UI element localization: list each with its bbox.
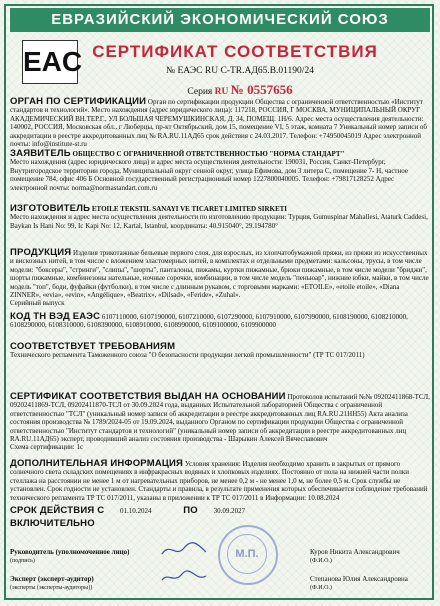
product-tail: Серийный выпуск bbox=[10, 299, 65, 308]
head-name-sub: (Ф.И.О.) bbox=[310, 558, 332, 564]
basis-text: Протоколов испытаний №№ 09202411868-ТСЛ, 09202411869-ТСЛ, 09202411870-ТСЛ от 30.09.2024 года, выданных Испытательной лабораторией Общества с ограниченной ответственностью "ТСЛ" (уникальный номер записи об аккредитации в реестре аккредитованных лиц RA.RU.21НН55) Акта анализа состояния производства № 1789/2024-05 от 19.09.2024, выданного Органом по сертификации продукции Общества с ограниченной ответственностью "Институт стандартов и технологий" (уникальный номер записи об аккредитации в реестре аккредитованных лиц RA.RU.11АД65) эксперт, проводивший анализ состояния производства - Шарыкин Алексей Вячеславович bbox=[10, 393, 430, 444]
requirements-text: Технического регламента Таможенного союза "О безопасности продукции легкой промышленности" (ТР ТС 017/2011) bbox=[10, 351, 365, 360]
product-heading: ПРОДУКЦИЯ bbox=[10, 247, 72, 258]
applicant-name: ОБЩЕСТВО С ОГРАНИЧЕННОЙ ОТВЕТСТВЕННОСТЬЮ "НОРМА СТАНДАРТ" bbox=[72, 150, 345, 158]
registration-number: № ЕАЭС RU C-TR.АД65.В.01190/24 bbox=[166, 66, 314, 76]
union-banner: ЕВРАЗИЙСКИЙ ЭКОНОМИЧЕСКИЙ СОЮЗ bbox=[10, 8, 430, 32]
official-seal bbox=[218, 525, 278, 585]
expert-signature-icon bbox=[160, 568, 210, 588]
manufacturer-section bbox=[10, 205, 432, 230]
seal-text: М.П. bbox=[227, 534, 267, 574]
head-sub: (подпись) bbox=[10, 558, 35, 564]
validity-inclusive: ВКЛЮЧИТЕЛЬНО bbox=[10, 518, 95, 529]
validity-to-label: ПО bbox=[183, 505, 198, 516]
manufacturer-heading: ИЗГОТОВИТЕЛЬ bbox=[10, 203, 91, 214]
requirements-section bbox=[10, 343, 432, 360]
extra-text: Условия хранения: Изделия необходимо хранить в закрытых от прямого солнечного света складских помещениях в инфракрасных водяных и хлопковых изделиях. Постоянно от пола на нижней части полки стеллажа на расстоянии не менее 1 м от нагревательных приборов, не менее 0,2 м - не менее 1,0 м, не более 0,5 м. Срок службы не установлен. Срок годности не установлен. Стандарты и правила, в результате применения которых обеспечивается соблюдение требований технического регламента ТР ТС 017/2011, указаны в приложении к ТР ТС 017/2011 в Информации: 10.08.2024 bbox=[10, 460, 428, 502]
extra-section bbox=[10, 460, 432, 502]
organ-section bbox=[10, 98, 432, 148]
head-label: Руководитель (уполномоченное лицо) bbox=[10, 548, 130, 556]
validity-to-date: 30.09.2027 bbox=[213, 507, 246, 515]
basis-section bbox=[10, 393, 432, 452]
series-line bbox=[130, 82, 350, 98]
applicant-text: Место нахождения (адрес юридического лица) и адрес места осуществления деятельности: 190031, Россия, Санкт-Петербург, Внутригородское территории города, Муниципальный округ сенной округ, улица Ефимова, дом 3 литера С, помещение 7- Н, частное помещение 784, офис 406 Б Основной государственный регистрационный номер 1227800040005. Телефон: +79817128252 Адрес электронной почты: norma@normastandart.com.ru bbox=[10, 158, 408, 192]
extra-heading: ДОПОЛНИТЕЛЬНАЯ ИНФОРМАЦИЯ bbox=[10, 458, 184, 469]
organ-text: Орган по сертификации продукции Общества с ограниченной ответственностью «Институт стандартов и технологий». Место нахождения (адрес юридического лица): 117218, РОССИЯ, Г МОСКВА, МУНИЦИПАЛЬНЫЙ ОКРУГ АКАДЕМИЧЕСКИЙ ВН.ТЕР.Г., УЛ БОЛЬШАЯ ЧЕРЕМУШКИНСКАЯ, Д. 34, ПОМЕЩ. 1Н/6. Адрес места осуществления деятельности: 140002, РОССИЯ, Московская обл., г Люберцы, пр-кт Октябрьский, дом 15, помещение VI, 5 этаж, комната 7 Уникальный номер записи об аккредитации в реестре аккредитованных лиц № RA.RU.11АД65 срок действия с 24.03.2017. Телефон: +74950045019 Адрес электронной почты: info@institute-st.ru bbox=[10, 98, 427, 149]
requirements-heading: СООТВЕТСТВУЕТ ТРЕБОВАНИЯМ bbox=[10, 341, 176, 352]
tnved-codes: 6107110000, 6107190000, 6107210000, 6107290000, 6107910000, 6107990000, 6108190000, 6108210000, 6108290000, 6108310000, 6108390000, 6108910000, 6108990000, 6109100000, 6109900000 bbox=[10, 313, 408, 330]
series-label: Серия bbox=[187, 87, 213, 97]
validity-from-date: 01.10.2024 bbox=[120, 507, 152, 515]
expert-label: Эксперт (эксперт-аудитор) bbox=[10, 575, 94, 583]
organ-heading: ОРГАН ПО СЕРТИФИКАЦИИ bbox=[10, 96, 147, 107]
eac-logo: EAC bbox=[22, 40, 78, 84]
basis-heading: СЕРТИФИКАТ СООТВЕТСТВИЯ ВЫДАН НА ОСНОВАНИИ bbox=[10, 391, 286, 402]
series-value: RU bbox=[214, 87, 229, 97]
manufacturer-text: Место нахождения и адрес места осуществления деятельности по изготовлению продукции: Турция, Gumuspinar Mahallesi, Ataturk Caddesi, Baykan Is Hani No: 99, Ic Kapi No: 12, Kartal, Istanbul, координаты: 40.915040°, 29.194780° bbox=[10, 213, 428, 230]
product-text: Изделия трикотажные бельевые первого слоя, для взрослых, из хлопчатобумажной пряжи, из пряжи из искусственных и вискозных нитей, в том числе с вложением эластомерных нитей, в комплектах и отдельными предметами: кальсоны, трусы, в том числе модели: "боксеры", "стринги", "слипы", "шорты", панталоны, пижамы, куртки пижамные, брюки пижамные, в том числе модели "бриджи", шорты пижамные, комбинезоны нательные, ночные сорочки, комбинации, в том числе модель "пеньюар", нижние юбки, майки, в том числе модель "топ", боди, фуфайки (футболки), в том числе с длинным рукавом, с торговыми марками: «ETOILE», «etoile etoile», «Diana ZINNER», «evia», «evin», «Angélique», «Beatrix», «Dilsad», «Feride», «Zuhal». bbox=[10, 249, 429, 300]
expert-sub-row bbox=[10, 585, 430, 591]
certificate-title: СЕРТИФИКАТ СООТВЕТСТВИЯ bbox=[92, 42, 378, 61]
head-name: Куров Никита Александрович bbox=[310, 548, 400, 556]
basis-scheme: Схема сертификации: 1с bbox=[10, 443, 84, 452]
expert-name-sub: (Ф.И.О.) bbox=[310, 585, 332, 591]
head-signature-icon bbox=[160, 540, 210, 560]
validity-row bbox=[10, 505, 430, 516]
applicant-section bbox=[10, 150, 432, 192]
expert-signature-row bbox=[10, 575, 430, 583]
product-section bbox=[10, 249, 432, 308]
expert-name: Степанова Юлия Александровна bbox=[310, 575, 408, 583]
certificate-number: № 0557656 bbox=[230, 82, 293, 97]
applicant-heading: ЗАЯВИТЕЛЬ bbox=[10, 148, 71, 159]
tnved-section bbox=[10, 313, 432, 330]
inclusive-row bbox=[10, 518, 430, 529]
validity-from-label: СРОК ДЕЙСТВИЯ С bbox=[10, 505, 105, 516]
manufacturer-name: ETOILE TEKSTIL SANAYI VE TICARET LIMITED SIRKETI bbox=[91, 205, 288, 213]
expert-sub: (эксперты (эксперты-аудиторы)) bbox=[10, 585, 93, 591]
tnved-heading: КОД ТН ВЭД ЕАЭС bbox=[10, 311, 101, 322]
